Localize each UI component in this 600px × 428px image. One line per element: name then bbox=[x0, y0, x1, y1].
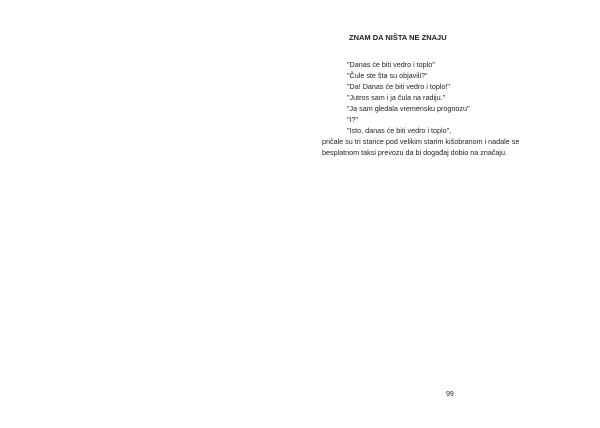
dialogue-line-3: "Da! Danas će biti vedro i toplo!" bbox=[347, 82, 450, 91]
dialogue-line-5: "Ja sam gledala vremensku prognozu" bbox=[347, 104, 470, 113]
narration-line-2: besplatnom taksi prevozu da bi događaj dobio na značaju. bbox=[322, 148, 508, 157]
dialogue-line-6: "I?" bbox=[347, 115, 359, 124]
narration-line-1: pričale su tri starice pod velikim starim kišobranom i nadale se bbox=[322, 137, 520, 146]
chapter-title: ZNAM DA NIŠTA NE ZNAJU bbox=[349, 33, 447, 42]
dialogue-line-4: "Jutros sam i ja čula na radiju." bbox=[347, 93, 446, 102]
dialogue-line-1: "Danas će biti vedro i toplo" bbox=[347, 60, 435, 69]
dialogue-line-7: "Isto, danas će biti vedro i toplo", bbox=[347, 126, 452, 135]
dialogue-line-2: "Čule ste šta su objavili?" bbox=[347, 71, 428, 80]
page-number: 99 bbox=[446, 391, 454, 398]
